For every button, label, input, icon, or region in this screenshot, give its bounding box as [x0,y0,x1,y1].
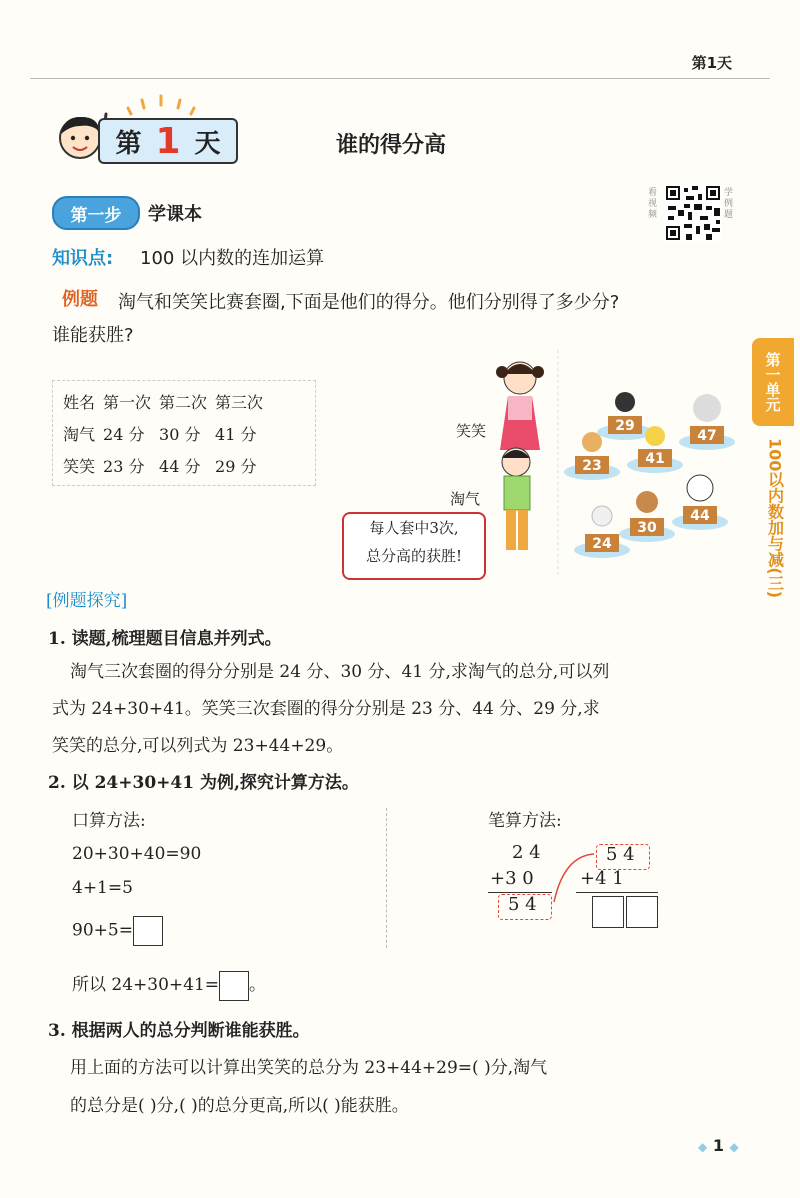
answer-box[interactable] [626,896,658,928]
badge-prefix: 第 [115,128,142,159]
example-label: 例题 [62,289,98,310]
section1-line3: 笑笑的总分,可以列式为 23+44+29。 [52,736,344,756]
vert-left-mid: +3 0 [490,868,534,889]
score-table-header [59,385,267,417]
sun-rays-icon [126,88,196,118]
target-47: 47 [697,428,717,444]
table-cell: 23 分 [103,456,145,476]
duck-icon [645,426,665,446]
table-cell: 24 分 [103,424,145,444]
written-method-label: 笔算方法: [488,811,562,831]
target-24: 24 [592,536,612,552]
speech-line2: 总分高的获胜! [365,547,463,565]
explore-label: [例题探究] [46,591,128,611]
qr-right-caption: 学例题 [724,188,734,220]
mental-line3-row [72,916,163,946]
deer-icon [636,491,658,513]
conclusion-text: 所以 24+30+41= [72,975,220,995]
badge-day-number: 1 [155,120,181,162]
dot-icon: ◆ [729,1140,739,1154]
qr-code-icon[interactable] [664,184,722,242]
table-header-cell: 第一次 [103,392,152,412]
table-cell: 41 分 [215,424,257,444]
vert-right-top: 5 4 [606,844,635,865]
score-table [52,380,316,486]
conclusion-row [72,970,266,1001]
header-day-label: 第1天 [691,54,732,72]
table-header-cell: 姓名 [63,392,96,412]
vertical-calculation [484,840,674,940]
unit-subtitle: 100以内数加与减(三) [765,438,785,599]
section2-heading: 2. 以 24+30+41 为例,探究计算方法。 [48,773,359,793]
table-row [59,449,267,481]
lesson-title: 谁的得分高 [336,133,447,158]
speech-bubble [342,512,486,580]
qr-left-caption: 看视频 [648,188,658,220]
answer-box[interactable] [219,971,249,1001]
dot-icon: ◆ [698,1140,708,1154]
table-header-cell: 第二次 [159,392,208,412]
page-number-row [698,1136,739,1155]
conclusion-end: 。 [249,975,267,995]
girl-figure-icon [496,362,544,450]
section1-line2: 式为 24+30+41。笑笑三次套圈的得分分别是 23 分、44 分、29 分,求 [52,699,600,719]
elephant-icon [693,394,721,422]
target-29: 29 [615,418,635,434]
vert-right-mid: +4 1 [580,868,624,889]
table-cell: 29 分 [215,456,257,476]
day-title-badge [98,118,238,164]
mental-line1: 20+30+40=90 [72,844,202,864]
speech-line1: 每人套中3次, [369,519,459,537]
boy-figure-icon [502,448,530,550]
page-number: 1 [712,1136,724,1155]
section3-line2: 的总分是( )分,( )的总分更高,所以( )能获胜。 [70,1096,409,1116]
example-text-line1: 淘气和笑笑比赛套圈,下面是他们的得分。他们分别得了多少分? [118,292,620,313]
label-taoqi: 淘气 [450,490,481,508]
vert-left-rule [488,892,552,893]
method-divider [386,808,387,948]
mental-line3: 90+5= [72,920,133,941]
table-cell: 淘气 [63,424,96,444]
example-text-line2: 谁能获胜? [52,325,134,346]
table-cell: 笑笑 [63,456,96,476]
mental-method-label: 口算方法: [72,811,146,831]
step-label: 学课本 [148,204,202,225]
cat-icon [582,432,602,452]
label-xiaoxiao: 笑笑 [456,422,487,440]
panda-icon [687,475,713,501]
knowledge-text: 100 以内数的连加运算 [140,248,325,269]
target-23: 23 [582,458,602,474]
target-41: 41 [645,451,665,467]
header-divider [30,78,770,79]
mental-line2: 4+1=5 [72,878,133,898]
unit-side-tab: 第一单元 [752,338,794,426]
rabbit-icon [592,506,612,526]
answer-box[interactable] [133,916,163,946]
table-row [59,417,267,449]
section3-line1: 用上面的方法可以计算出笑笑的总分为 23+44+29=( )分,淘气 [70,1058,548,1078]
table-cell: 44 分 [159,456,201,476]
table-header-cell: 第三次 [215,392,264,412]
section1-heading: 1. 读题,梳理题目信息并列式。 [48,629,282,649]
target-44: 44 [690,508,710,524]
answer-box[interactable] [592,896,624,928]
vert-right-rule [576,892,658,893]
section3-heading: 3. 根据两人的总分判断谁能获胜。 [48,1021,310,1041]
knowledge-label: 知识点: [52,248,114,269]
table-cell: 30 分 [159,424,201,444]
step-pill: 第一步 [52,196,140,230]
section1-line1: 淘气三次套圈的得分分别是 24 分、30 分、41 分,求淘气的总分,可以列 [70,662,610,682]
target-30: 30 [637,520,657,536]
penguin-icon [615,392,635,412]
vert-left-result: 5 4 [508,894,537,915]
vert-left-top: 2 4 [512,842,541,863]
badge-suffix: 天 [194,128,221,159]
